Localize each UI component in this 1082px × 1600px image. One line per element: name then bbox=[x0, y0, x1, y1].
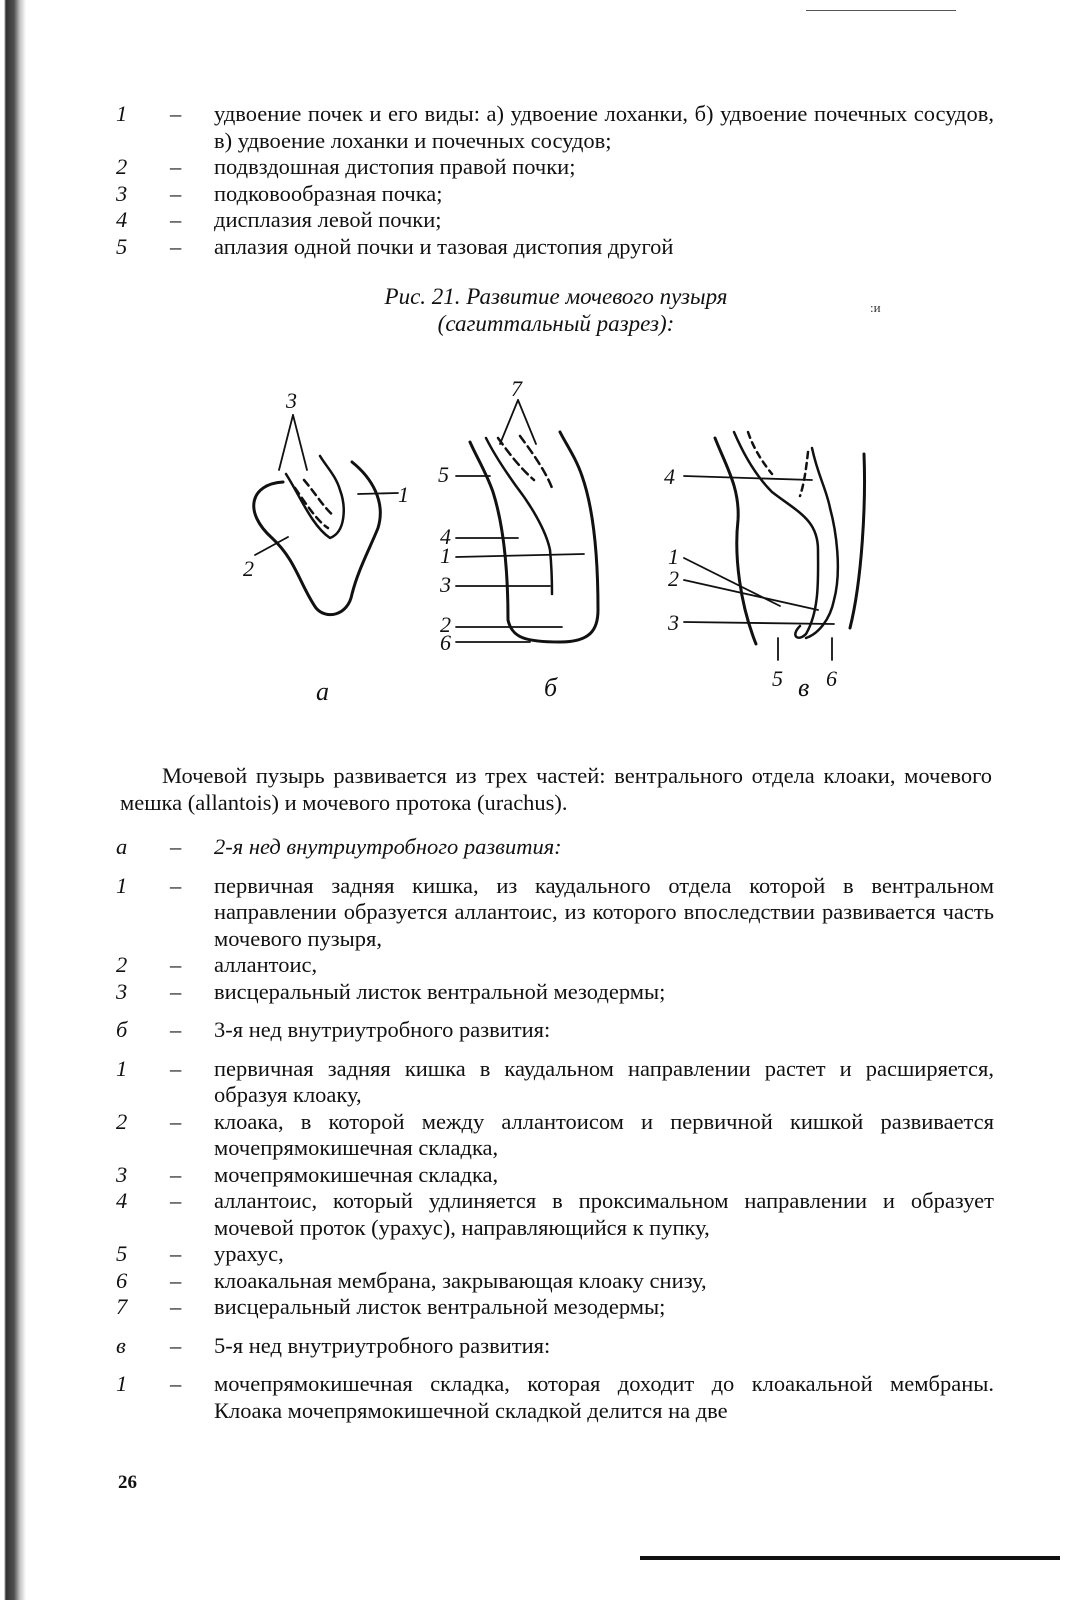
item-dash: – bbox=[170, 978, 182, 1004]
label-b-4: 4 bbox=[440, 524, 451, 549]
item-text: висцеральный листок вентральной мезодермы; bbox=[214, 1294, 666, 1319]
list-item bbox=[0, 1294, 1082, 1321]
item-text: урахус, bbox=[214, 1241, 284, 1266]
top-list bbox=[0, 101, 1082, 260]
item-text: подковообразная почка; bbox=[214, 180, 443, 206]
section-title: 5-я нед внутриутробного развития: bbox=[214, 1332, 551, 1358]
label-b-2: 2 bbox=[440, 612, 451, 637]
section-title: 2-я нед внутриутробного развития: bbox=[214, 834, 562, 859]
caption-a: а bbox=[316, 677, 329, 706]
item-dash: – bbox=[170, 154, 182, 179]
item-number: 3 bbox=[116, 1161, 128, 1187]
list-item bbox=[0, 181, 1082, 208]
item-dash: – bbox=[170, 1188, 182, 1213]
label-v-1: 1 bbox=[668, 544, 679, 569]
item-text: мочепрямокишечная складка, bbox=[214, 1161, 499, 1187]
section-letter: б bbox=[116, 1017, 128, 1042]
section-head bbox=[0, 1333, 1082, 1360]
item-number: 4 bbox=[116, 1188, 128, 1213]
bottom-rule bbox=[640, 1556, 1060, 1560]
margin-mark: :и bbox=[870, 300, 881, 315]
intro-paragraph: Мочевой пузырь развивается из трех частей: вентрального отдела клоаки, мочевого мешка (allantois) и мочевого протока (urachus). bbox=[120, 763, 992, 815]
label-v-5: 5 bbox=[772, 666, 783, 691]
stages-list bbox=[0, 834, 1082, 1424]
item-number: 3 bbox=[116, 978, 128, 1004]
caption-b: б bbox=[544, 673, 558, 702]
item-number: 2 bbox=[116, 952, 128, 977]
panel-a bbox=[254, 415, 398, 615]
item-dash: – bbox=[170, 1108, 182, 1134]
list-item bbox=[0, 979, 1082, 1006]
label-v-4: 4 bbox=[664, 464, 675, 489]
caption-v: в bbox=[798, 673, 810, 702]
figure-drawing bbox=[0, 380, 1082, 720]
list-item bbox=[0, 1162, 1082, 1189]
item-number: 4 bbox=[116, 207, 128, 232]
label-a-2: 2 bbox=[243, 556, 254, 581]
section-letter: в bbox=[116, 1332, 126, 1358]
item-dash: – bbox=[170, 1332, 182, 1358]
item-dash: – bbox=[170, 834, 182, 859]
label-b-5: 5 bbox=[438, 462, 449, 487]
list-item bbox=[0, 154, 1082, 181]
item-number: 5 bbox=[116, 233, 128, 259]
item-number: 1 bbox=[116, 1371, 128, 1396]
label-v-3: 3 bbox=[668, 610, 679, 635]
item-text: мочепрямокишечная складка, которая доходит до клоакальной мембраны. Клоака мочепрямокишечной складкой делится на две bbox=[214, 1371, 994, 1423]
list-item bbox=[0, 873, 1082, 953]
item-text: аллантоис, который удлиняется в проксимальном направлении и образует мочевой проток (урахус), направляющийся к пупку, bbox=[214, 1188, 994, 1240]
list-item bbox=[0, 101, 1082, 154]
item-dash: – bbox=[170, 207, 182, 232]
item-dash: – bbox=[170, 1371, 182, 1396]
list-item bbox=[0, 234, 1082, 261]
item-text: дисплазия левой почки; bbox=[214, 207, 442, 232]
item-number: 1 bbox=[116, 1055, 128, 1081]
item-text: первичная задняя кишка в каудальном направлении растет и расширяется, образуя клоаку, bbox=[214, 1055, 994, 1107]
list-item bbox=[0, 207, 1082, 234]
item-dash: – bbox=[170, 952, 182, 977]
item-dash: – bbox=[170, 1017, 182, 1042]
item-text: первичная задняя кишка, из каудального отдела которой в вентральном направлении образуется аллантоис, из которого впоследствии развивается часть мочевого пузыря, bbox=[214, 872, 994, 951]
item-dash: – bbox=[170, 1055, 182, 1081]
item-dash: – bbox=[170, 1267, 182, 1293]
label-b-6: 6 bbox=[440, 630, 451, 655]
caption-line-1: Рис. 21. Развитие мочевого пузыря bbox=[384, 284, 728, 309]
list-item bbox=[0, 1241, 1082, 1268]
item-dash: – bbox=[170, 101, 182, 126]
item-text: клоакальная мембрана, закрывающая клоаку снизу, bbox=[214, 1267, 707, 1293]
item-number: 1 bbox=[116, 101, 128, 126]
item-dash: – bbox=[170, 1241, 182, 1266]
page-number: 26 bbox=[118, 1472, 137, 1493]
item-text: висцеральный листок вентральной мезодермы; bbox=[214, 978, 666, 1004]
label-b-1: 1 bbox=[440, 543, 451, 568]
list-item bbox=[0, 1268, 1082, 1295]
list-item bbox=[0, 1371, 1082, 1424]
panel-b bbox=[456, 400, 598, 642]
item-number: 1 bbox=[116, 872, 128, 898]
item-text: клоака, в которой между аллантоисом и первичной кишкой развивается мочепрямокишечная складка, bbox=[214, 1108, 994, 1160]
item-number: 3 bbox=[116, 180, 128, 206]
list-item bbox=[0, 952, 1082, 979]
section-title: 3-я нед внутриутробного развития: bbox=[214, 1017, 551, 1042]
figure-caption bbox=[0, 283, 1082, 337]
label-b-3: 3 bbox=[440, 572, 451, 597]
item-dash: – bbox=[170, 1161, 182, 1187]
label-a-1: 1 bbox=[398, 482, 409, 507]
list-item bbox=[0, 1056, 1082, 1109]
label-v-2: 2 bbox=[668, 566, 679, 591]
item-text: аллантоис, bbox=[214, 952, 318, 977]
section-head bbox=[0, 1017, 1082, 1044]
item-number: 5 bbox=[116, 1241, 128, 1266]
list-item bbox=[0, 1109, 1082, 1162]
item-dash: – bbox=[170, 233, 182, 259]
bladder-development-figure bbox=[0, 380, 1082, 720]
item-number: 7 bbox=[116, 1294, 128, 1319]
item-dash: – bbox=[170, 872, 182, 898]
item-dash: – bbox=[170, 1294, 182, 1319]
section-head bbox=[0, 834, 1082, 861]
section-letter: а bbox=[116, 834, 128, 859]
label-v-6: 6 bbox=[826, 666, 837, 691]
item-text: удвоение почек и его виды: а) удвоение лоханки, б) удвоение почечных сосудов, в) удвоение лоханки и почечных сосудов; bbox=[214, 101, 994, 153]
panel-v bbox=[684, 432, 864, 660]
label-b-7: 7 bbox=[511, 380, 522, 401]
list-item bbox=[0, 1188, 1082, 1241]
top-rule bbox=[806, 10, 956, 11]
item-text: подвздошная дистопия правой почки; bbox=[214, 154, 576, 179]
label-a-3: 3 bbox=[286, 388, 297, 413]
item-text: аплазия одной почки и тазовая дистопия другой bbox=[214, 233, 674, 259]
item-number: 6 bbox=[116, 1267, 128, 1293]
item-dash: – bbox=[170, 180, 182, 206]
item-number: 2 bbox=[116, 1108, 128, 1134]
item-number: 2 bbox=[116, 154, 128, 179]
caption-line-2: (сагиттальный разрез): bbox=[437, 311, 675, 336]
